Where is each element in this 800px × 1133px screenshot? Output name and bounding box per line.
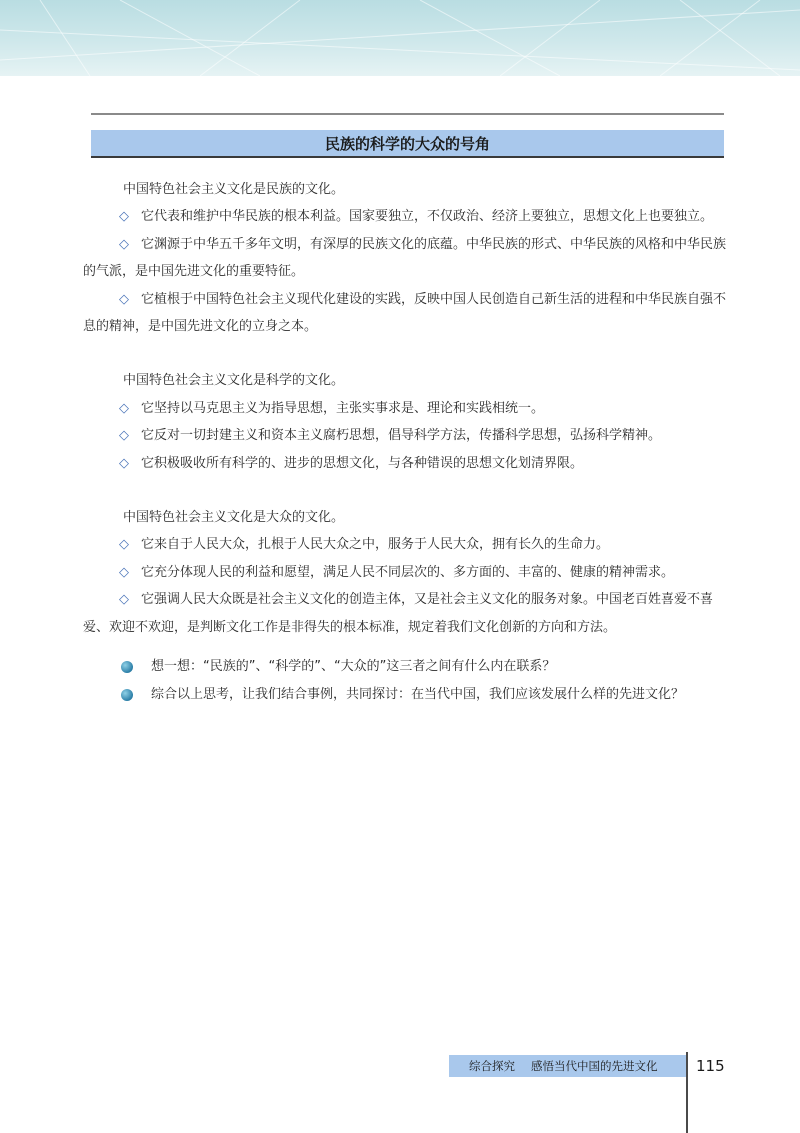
diamond-icon: ◇: [119, 209, 129, 225]
section-lead: 中国特色社会主义文化是民族的文化。: [123, 182, 345, 197]
diamond-icon: ◇: [119, 455, 129, 471]
question-item: 想一想：“民族的”、“科学的”、“大众的”这三者之间有什么内在联系？: [83, 653, 726, 680]
list-item: ◇ 它积极吸收所有科学的、进步的思想文化，与各种错误的思想文化划清界限。: [83, 450, 726, 477]
diamond-icon: ◇: [119, 236, 129, 252]
footer-bar: [449, 1055, 686, 1077]
footer-divider: [686, 1052, 688, 1133]
diamond-icon: ◇: [119, 428, 129, 444]
main-content: [83, 176, 726, 708]
list-item: ◇ 它充分体现人民的利益和愿望，满足人民不同层次的、多方面的、丰富的、健康的精神需求。: [83, 559, 726, 586]
section-title: 民族的科学的大众的号角: [91, 130, 724, 158]
section-lead: 中国特色社会主义文化是科学的文化。: [123, 373, 345, 389]
list-item: ◇ 它代表和维护中华民族的根本利益。国家要独立，不仅政治、经济上要独立，思想文化上也要独立。: [83, 203, 726, 230]
diamond-icon: ◇: [119, 564, 129, 580]
diamond-icon: ◇: [119, 291, 129, 307]
header-decoration-band: [0, 0, 800, 76]
section-lead: 中国特色社会主义文化是大众的文化。: [123, 510, 345, 526]
list-item: ◇ 它坚持以马克思主义为指导思想，主张实事求是、理论和实践相统一。: [83, 395, 726, 422]
list-item: ◇ 它植根于中国特色社会主义现代化建设的实践，反映中国人民创造自己新生活的进程和中华民族自强不息的精神，是中国先进文化的立身之本。: [83, 286, 726, 341]
question-bullet-icon: [121, 689, 133, 701]
list-item: ◇ 它强调人民大众既是社会主义文化的创造主体，又是社会主义文化的服务对象。中国老百姓喜爱不喜爱、欢迎不欢迎，是判断文化工作是非得失的根本标准，规定着我们文化创新的方向和方法。: [83, 586, 726, 641]
top-rule: [91, 113, 724, 115]
footer-chapter: 感悟当代中国的先进文化: [531, 1059, 658, 1073]
footer-section: 综合探究: [469, 1059, 515, 1073]
page-number: 115: [696, 1057, 725, 1075]
diamond-icon: ◇: [119, 592, 129, 608]
list-item: ◇ 它来自于人民大众，扎根于人民大众之中，服务于人民大众，拥有长久的生命力。: [83, 531, 726, 558]
header-pattern: [0, 0, 800, 76]
question-item: 综合以上思考，让我们结合事例，共同探讨：在当代中国，我们应该发展什么样的先进文化？: [83, 681, 726, 708]
list-item: ◇ 它反对一切封建主义和资本主义腐朽思想，倡导科学方法，传播科学思想，弘扬科学精神。: [83, 422, 726, 449]
diamond-icon: ◇: [119, 537, 129, 553]
question-bullet-icon: [121, 661, 133, 673]
list-item: ◇ 它渊源于中华五千多年文明，有深厚的民族文化的底蕴。中华民族的形式、中华民族的风格和中华民族的气派，是中国先进文化的重要特征。: [83, 231, 726, 286]
diamond-icon: ◇: [119, 400, 129, 416]
